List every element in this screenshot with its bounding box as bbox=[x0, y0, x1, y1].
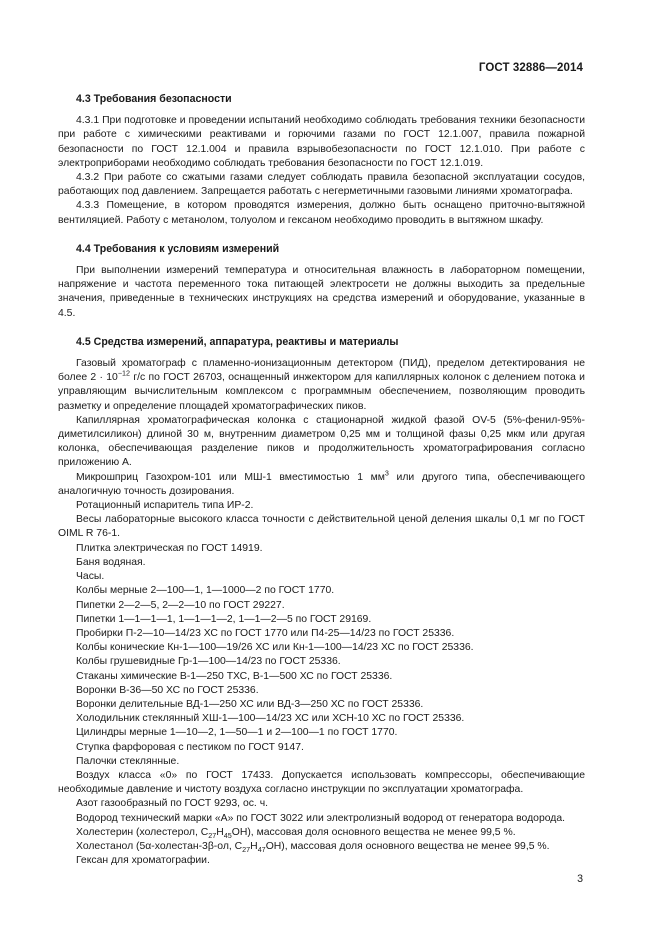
document-body bbox=[58, 88, 585, 868]
paragraph-4-3-1: 4.3.1 При подготовке и проведении испытаний необходимо соблюдать требования техники безопасности при работе с химическими реактивами и горючими газами по ГОСТ 12.1.007, правила пожарной безопасности по ГОСТ 12.1.004 и правила взрывобезопасности по ГОСТ 12.1.010. При работе с электроприборами необходимо соблюдать требования безопасности по ГОСТ 12.1.019. bbox=[58, 115, 585, 169]
item-cooler: Холодильник стеклянный ХШ-1—100—14/23 ХС или ХСН-10 ХС по ГОСТ 25336. bbox=[76, 713, 465, 725]
page-number: 3 bbox=[577, 873, 583, 885]
item-separating-funnels: Воронки делительные ВД-1—250 ХС или ВД-3—250 ХС по ГОСТ 25336. bbox=[76, 698, 424, 710]
item-hexane: Гексан для хроматографии. bbox=[76, 855, 210, 867]
section-title-4-5: 4.5 Средства измерений, аппаратура, реактивы и материалы bbox=[76, 335, 399, 348]
item-beakers: Стаканы химические В-1—250 ТХС, В-1—500 ХС по ГОСТ 25336. bbox=[76, 670, 393, 682]
item-air: Воздух класса «0» по ГОСТ 17433. Допускается использовать компрессоры, обеспечивающие необходимые давление и чистоту воздуха согласно инструкции по эксплуатации хроматографа. bbox=[58, 769, 585, 796]
item-scales: Весы лабораторные высокого класса точности с действительной ценой деления шкалы 0,1 мг по ГОСТ OIML R 76-1. bbox=[58, 514, 585, 540]
item-cholestanol: Холестанол (5α-холестан-3β-ол, $C_{27}H_{47}OH$), массовая доля основного вещества не менее 99,5 %. bbox=[76, 840, 550, 855]
paragraph-4-3-3: 4.3.3 Помещение, в котором проводятся измерения, должно быть оснащено приточно-вытяжной вентиляцией. Работу с метанолом, толуолом и гексаном необходимо проводить в вытяжном шкафу. bbox=[58, 200, 585, 226]
paragraph-4-3-2: 4.3.2 При работе со сжатыми газами следует соблюдать правила безопасной эксплуатации сосудов, работающих под давлением. Запрещается работать с негерметичными газовыми линиями хроматографа. bbox=[58, 172, 585, 198]
item-test-tubes: Пробирки П-2—10—14/23 ХС по ГОСТ 1770 или П4-25—14/23 по ГОСТ 25336. bbox=[76, 627, 455, 639]
item-glass-sticks: Палочки стеклянные. bbox=[76, 755, 180, 767]
item-rotary-evaporator: Ротационный испаритель типа ИР-2. bbox=[76, 500, 254, 512]
item-pear-flasks: Колбы грушевидные Гр-1—100—14/23 по ГОСТ 25336. bbox=[76, 656, 341, 668]
standard-number: ГОСТ 32886—2014 bbox=[478, 62, 583, 74]
item-nitrogen: Азот газообразный по ГОСТ 9293, ос. ч. bbox=[76, 798, 269, 810]
item-cholesterol: Холестерин (холестерол, $C_{27}H_{45}OH$), массовая доля основного вещества не менее 99,5 %. bbox=[76, 826, 516, 840]
item-hydrogen: Водород технический марки «А» по ГОСТ 3022 или электролизный водород от генератора водорода. bbox=[76, 812, 566, 824]
item-pipettes-2: Пипетки 1—1—1—1, 1—1—1—2, 1—1—2—5 по ГОСТ 29169. bbox=[76, 613, 372, 625]
item-microsyringe: Микрошприц Газохром-101 или МШ-1 вместимостью 1 $мм^3$ или другого типа, обеспечивающего аналогичную точность дозирования. bbox=[58, 468, 585, 497]
section-title-4-4: 4.4 Требования к условиям измерений bbox=[76, 242, 280, 255]
item-funnels: Воронки В-36—50 ХС по ГОСТ 25336. bbox=[76, 684, 259, 696]
item-clock: Часы. bbox=[76, 571, 105, 583]
item-conical-flasks: Колбы конические Кн-1—100—19/26 ХС или Кн-1—100—14/23 ХС по ГОСТ 25336. bbox=[76, 642, 474, 654]
section-title-4-3: 4.3 Требования безопасности bbox=[76, 93, 232, 105]
paragraph-4-4: При выполнении измерений температура и относительная влажность в лабораторном помещении, напряжение и частота переменного тока питающей электросети не должны выходить за предельные значения, приведенные в технических инструкциях на средства измерений и оборудование, указанные в 4.5. bbox=[58, 265, 585, 319]
item-gas-chromatograph: Газовый хроматограф с пламенно-ионизационным детектором (ПИД), пределом детектирования не более $2 \cdot 10^{-12}$ г/с по ГОСТ 26703, оснащенный инжектором для капиллярных колонок с делением потока и управляющим вычислительным комплексом с программным обеспечением, позволяющим проводить разметку и определение площадей хроматографических пиков. bbox=[58, 358, 585, 412]
item-stove: Плитка электрическая по ГОСТ 14919. bbox=[76, 542, 263, 554]
item-flasks: Колбы мерные 2—100—1, 1—1000—2 по ГОСТ 1770. bbox=[76, 585, 335, 597]
item-pipettes-1: Пипетки 2—2—5, 2—2—10 по ГОСТ 29227. bbox=[76, 599, 285, 611]
item-water-bath: Баня водяная. bbox=[76, 556, 146, 568]
item-cylinders: Цилиндры мерные 1—10—2, 1—50—1 и 2—100—1 по ГОСТ 1770. bbox=[76, 727, 398, 739]
item-capillary-column: Капиллярная хроматографическая колонка с стационарной жидкой фазой OV-5 (5%-фенил-95%-диметилсиликон) длиной 30 м, внутренним диаметром 0,25 мм и толщиной фазы 0,25 мкм или другая колонка, обеспечивающая разделение пиков и продолжительность хроматографирования согласно приложению А. bbox=[58, 414, 585, 469]
item-mortar: Ступка фарфоровая с пестиком по ГОСТ 9147. bbox=[76, 741, 304, 753]
